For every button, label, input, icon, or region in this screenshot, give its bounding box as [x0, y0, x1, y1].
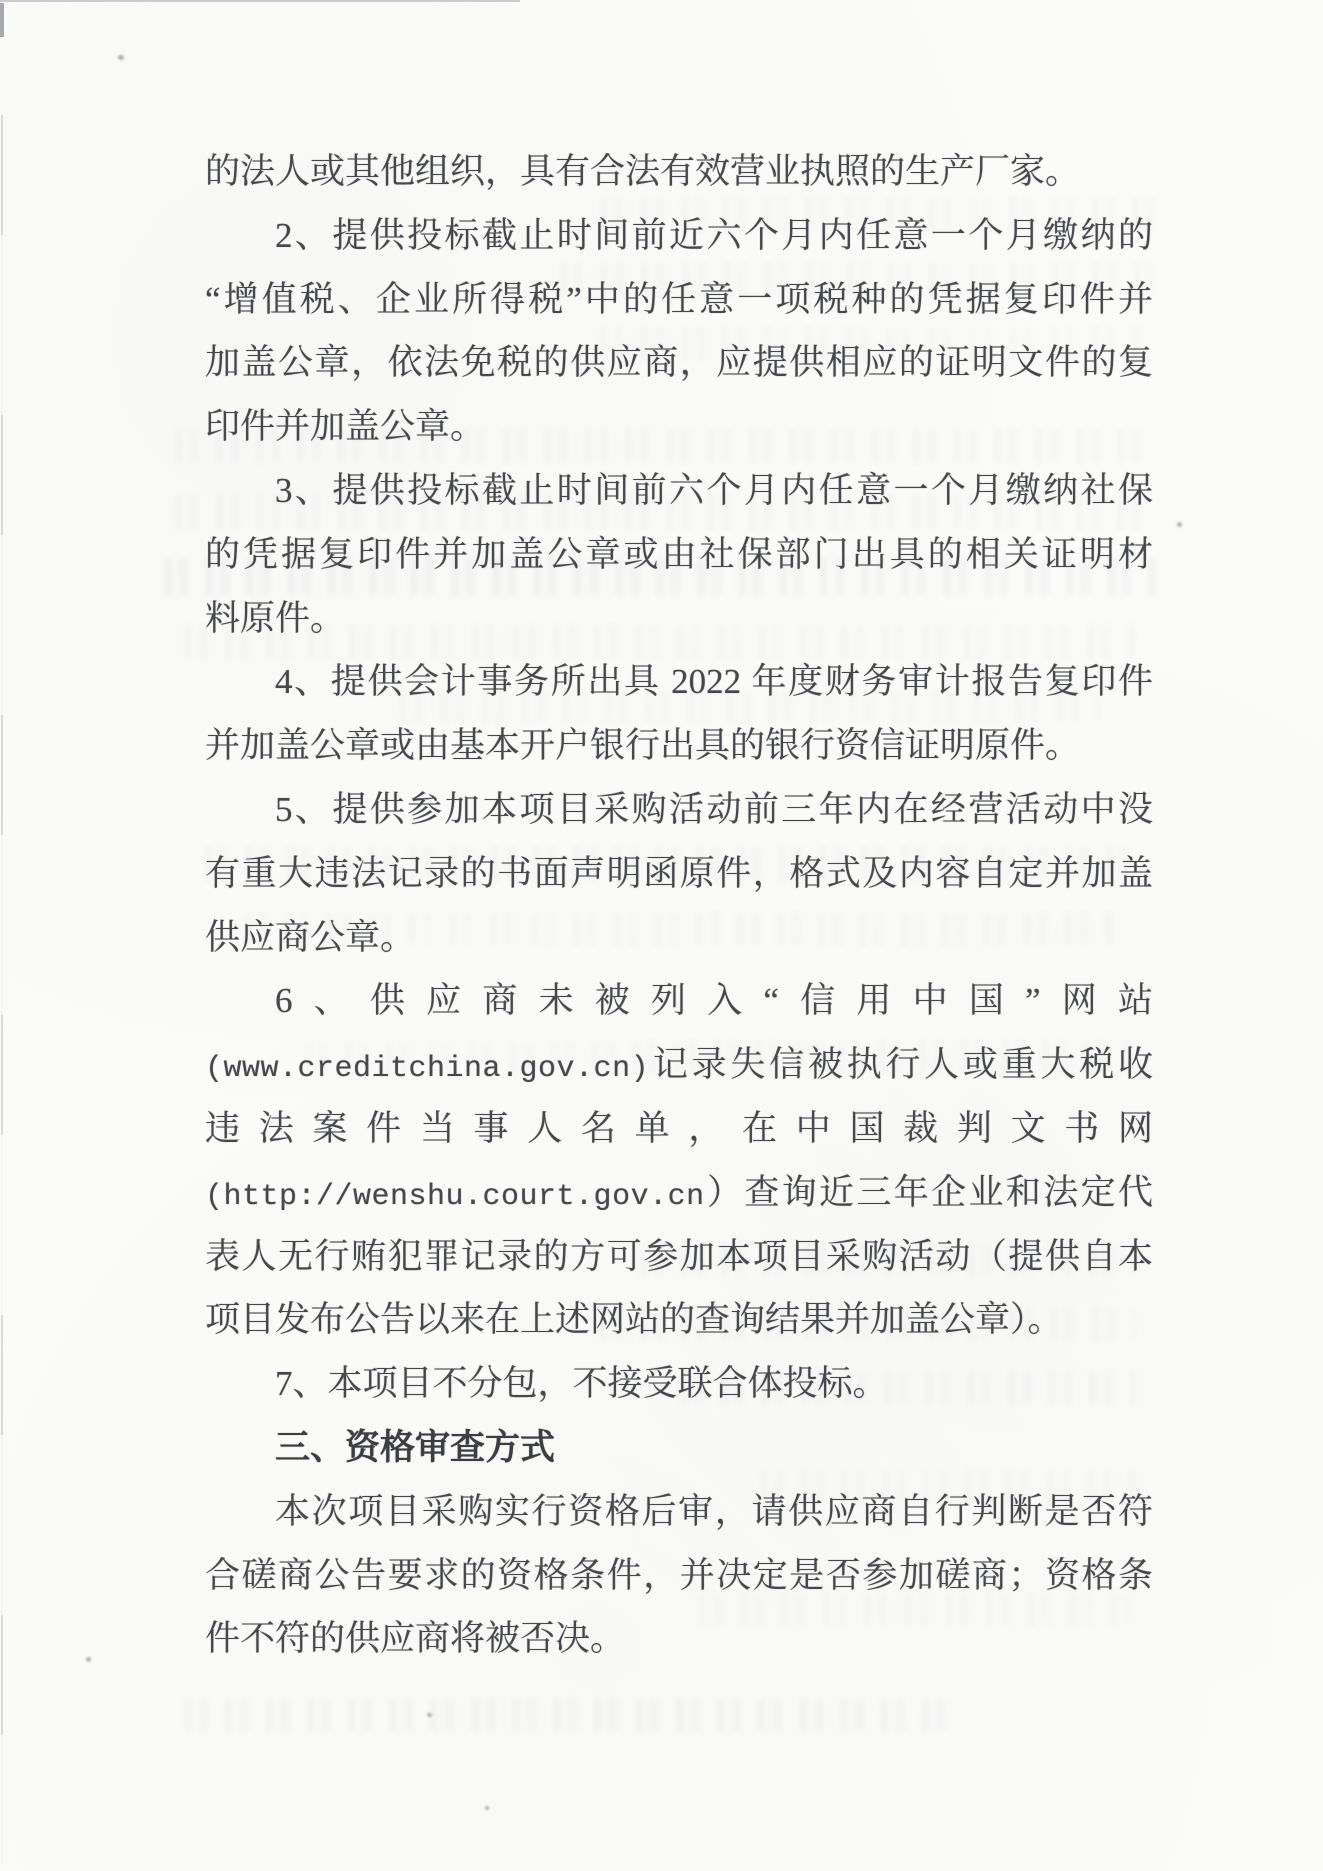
url-text: (www.creditchina.gov.cn)	[205, 1052, 650, 1087]
text-line-21: 三、资格审查方式	[275, 1427, 556, 1467]
text-line-14: 6、供应商未被列入“信用中国”网站	[275, 981, 1153, 1021]
text-line-10: 并加盖公章或由基本开户银行出具的银行资信证明原件。	[205, 726, 1081, 766]
text-line-12: 有重大违法记录的书面声明函原件，格式及内容自定并加盖	[205, 853, 1153, 893]
text-line-6: 3、提供投标截止时间前六个月内任意一个月缴纳社保	[275, 470, 1153, 510]
text-line-2: 2、提供投标截止时间前近六个月内任意一个月缴纳的	[275, 215, 1153, 255]
scan-speck	[86, 1657, 91, 1662]
scan-left-edge-artifact	[1, 115, 3, 1865]
text-line-7: 的凭据复印件并加盖公章或由社保部门出具的相关证明材	[205, 534, 1153, 574]
text-line-3: “增值税、企业所得税”中的任意一项税种的凭据复印件并	[205, 279, 1153, 319]
document-text	[205, 140, 1153, 1671]
scan-top-edge-artifact	[0, 0, 520, 2]
scan-corner-mark	[0, 3, 4, 37]
text-line-18: 表人无行贿犯罪记录的方可参加本项目采购活动（提供自本	[205, 1236, 1153, 1276]
text-line-19: 项目发布公告以来在上述网站的查询结果并加盖公章）。	[205, 1300, 1063, 1340]
cjk-text: 记录失信被执行人或重大税收	[649, 1045, 1153, 1085]
text-line-13: 供应商公章。	[205, 917, 416, 957]
text-line-22: 本次项目采购实行资格后审，请供应商自行判断是否符	[275, 1491, 1153, 1531]
text-line-24: 件不符的供应商将被否决。	[205, 1619, 626, 1659]
url-text: (http://wenshu.court.gov.cn	[205, 1179, 705, 1214]
scan-speck	[485, 1806, 489, 1810]
bleedthrough-smudge	[185, 1698, 945, 1732]
scan-speck	[1177, 522, 1182, 527]
text-line-15	[205, 1033, 1153, 1097]
text-line-8: 料原件。	[205, 598, 346, 638]
text-line-9: 4、提供会计事务所出具 2022 年度财务审计报告复印件	[275, 662, 1153, 702]
text-line-4: 加盖公章，依法免税的供应商，应提供相应的证明文件的复	[205, 343, 1153, 383]
scan-speck	[427, 1713, 432, 1717]
scan-speck	[118, 55, 124, 60]
text-line-23: 合磋商公告要求的资格条件，并决定是否参加磋商；资格条	[205, 1555, 1153, 1595]
text-line-17	[205, 1161, 1153, 1225]
text-line-20: 7、本项目不分包，不接受联合体投标。	[275, 1364, 888, 1404]
text-line-16: 违法案件当事人名单，在中国裁判文书网	[205, 1108, 1153, 1148]
text-line-1: 的法人或其他组织，具有合法有效营业执照的生产厂家。	[205, 152, 1081, 191]
text-line-5: 印件并加盖公章。	[205, 407, 486, 447]
text-line-11: 5、提供参加本项目采购活动前三年内在经营活动中没	[275, 789, 1153, 829]
cjk-text: ）查询近三年企业和法定代	[704, 1172, 1153, 1212]
